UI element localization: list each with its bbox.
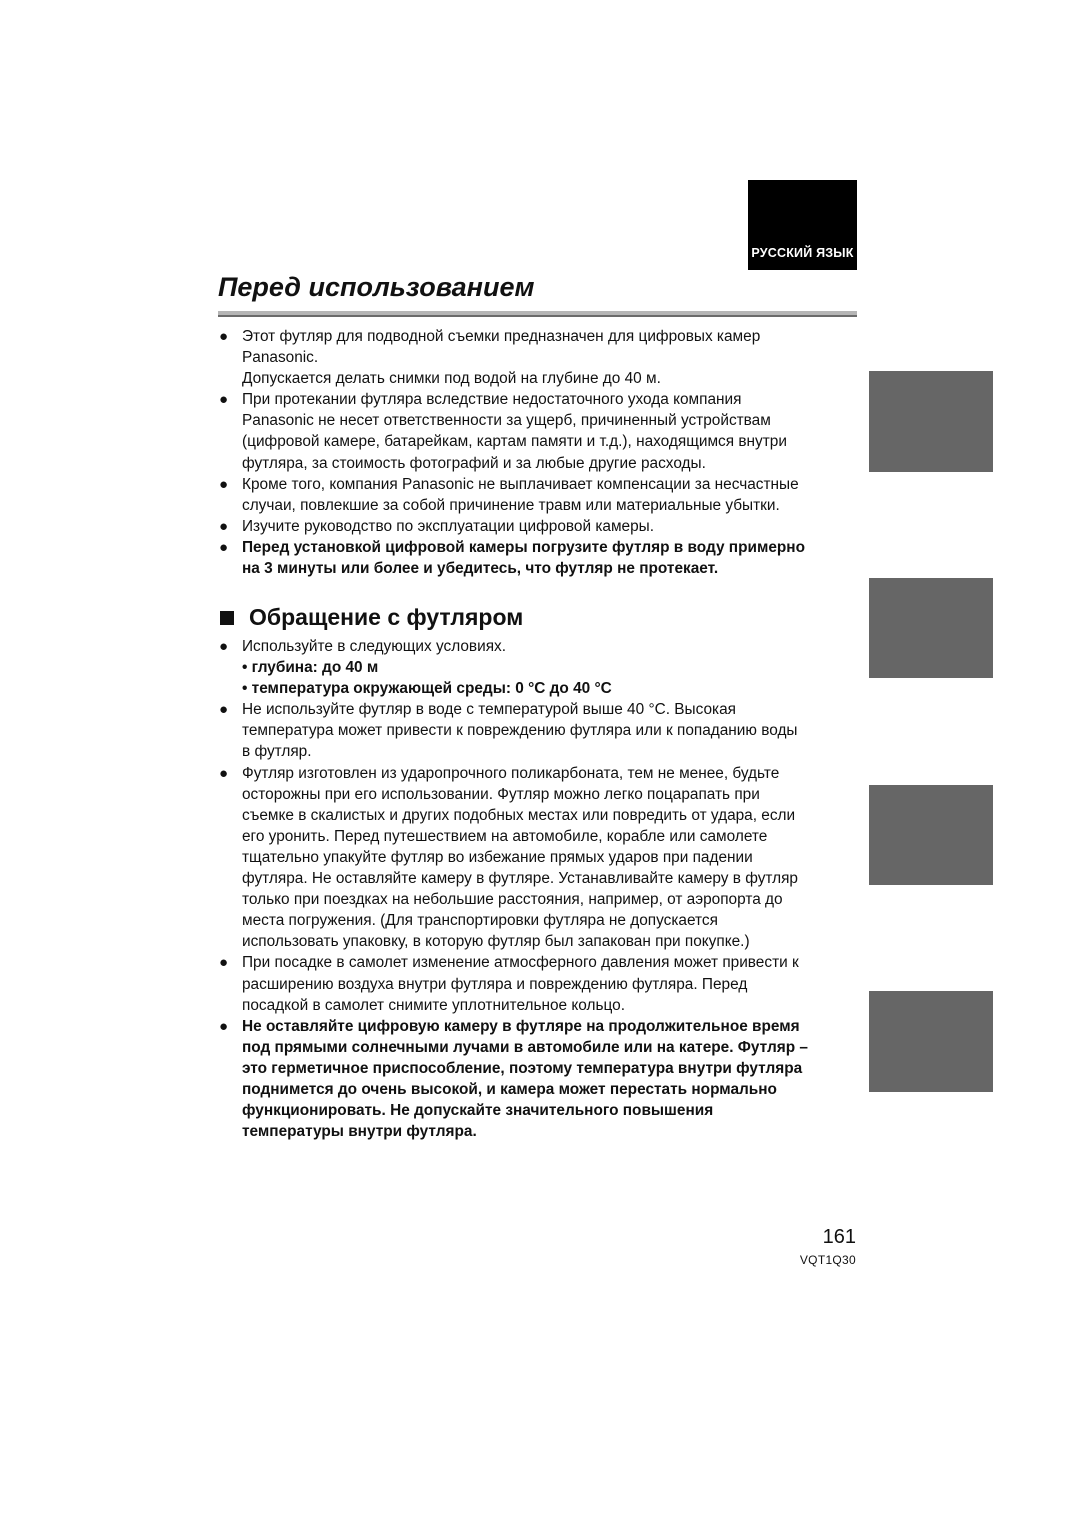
list-item-line: Допускается делать снимки под водой на глубине до 40 м. bbox=[242, 370, 661, 388]
list-item-warning bbox=[218, 1016, 858, 1143]
list-item-line: Не оставляйте цифровую камеру в футляре на продолжительное время bbox=[242, 1017, 800, 1035]
condition-depth: • глубина: до 40 м bbox=[242, 659, 379, 677]
list-item bbox=[218, 474, 858, 516]
list-item-line: Panasonic. bbox=[242, 349, 319, 367]
bullet-icon: ● bbox=[219, 538, 229, 556]
bullet-icon: ● bbox=[219, 954, 229, 972]
list-item-line: Panasonic не несет ответственности за ущерб, причиненный устройствам bbox=[242, 412, 771, 430]
list-item-line: Используйте в следующих условиях. bbox=[242, 638, 507, 655]
language-label: РУССКИЙ ЯЗЫК bbox=[751, 246, 854, 260]
list-item bbox=[218, 326, 858, 389]
bullet-icon: ● bbox=[219, 638, 229, 655]
document-code: VQT1Q30 bbox=[799, 1253, 856, 1267]
list-item-line: Этот футляр для подводной съемки предназначен для цифровых камер bbox=[242, 328, 761, 345]
list-item-line: температуры внутри футляра. bbox=[242, 1123, 477, 1141]
side-tab-4 bbox=[869, 991, 993, 1092]
list-item-line: использовать упаковку, в которую футляр был запакован при покупке.) bbox=[242, 933, 750, 951]
side-tab-2 bbox=[869, 578, 993, 678]
list-item-line: тщательно упакуйте футляр во избежание прямых ударов при падении bbox=[242, 848, 753, 866]
list-item-line: Перед установкой цифровой камеры погрузите футляр в воду примерно bbox=[242, 538, 805, 556]
list-item-line: посадкой в самолет снимите уплотнительное кольцо. bbox=[242, 996, 625, 1014]
list-item-line: функционировать. Не допускайте значительного повышения bbox=[242, 1102, 714, 1120]
language-label-box bbox=[748, 180, 857, 270]
bullet-icon: ● bbox=[219, 1017, 229, 1035]
list-item-line: в футляр. bbox=[242, 743, 312, 761]
list-item-line: Изучите руководство по эксплуатации цифровой камеры. bbox=[242, 517, 655, 535]
list-item-line: съемке в скалистых и других подобных местах или повредить от удара, если bbox=[242, 806, 796, 824]
list-item-line: осторожны при его использовании. Футляр можно легко поцарапать при bbox=[242, 785, 760, 803]
list-item bbox=[218, 952, 858, 1015]
bullet-icon: ● bbox=[219, 701, 229, 719]
bullet-icon: ● bbox=[219, 517, 229, 535]
section-heading-text: Обращение с футляром bbox=[249, 604, 524, 630]
list-item-line: Футляр изготовлен из ударопрочного поликарбоната, тем не менее, будьте bbox=[242, 764, 780, 782]
list-item-line: расширению воздуха внутри футляра и повреждению футляра. Перед bbox=[242, 975, 748, 993]
list-item-line: на 3 минуты или более и убедитесь, что футляр не протекает. bbox=[242, 560, 719, 578]
list-item-line: При посадке в самолет изменение атмосферного давления может привести к bbox=[242, 954, 799, 972]
list-item bbox=[218, 699, 858, 762]
bullet-icon: ● bbox=[219, 475, 229, 493]
list-item bbox=[218, 516, 858, 537]
list-item bbox=[218, 389, 858, 473]
condition-temperature: • температура окружающей среды: 0 °C до 40 °C bbox=[242, 680, 612, 698]
side-tab-1 bbox=[869, 371, 993, 472]
side-tab-3 bbox=[869, 785, 993, 885]
handling-section bbox=[218, 636, 858, 1142]
handling-list bbox=[218, 636, 858, 1142]
list-item-line: Кроме того, компания Panasonic не выплачивает компенсации за несчастные bbox=[242, 475, 799, 493]
list-item-line: (цифровой камере, батарейкам, картам памяти и т.д.), находящимся внутри bbox=[242, 433, 787, 451]
list-item-line: футляра. Не оставляйте камеру в футляре. Устанавливайте камеру в футляр bbox=[242, 870, 798, 888]
section-heading bbox=[218, 604, 523, 631]
title-underline bbox=[218, 311, 857, 317]
bullet-icon: ● bbox=[219, 391, 229, 409]
list-item-line: Не используйте футляр в воде с температурой выше 40 °C. Высокая bbox=[242, 701, 736, 719]
square-bullet-icon bbox=[220, 611, 234, 625]
list-item-line: под прямыми солнечными лучами в автомобиле или на катере. Футляр – bbox=[242, 1038, 808, 1056]
list-item bbox=[218, 763, 858, 953]
list-item-line: это герметичное приспособление, поэтому температура внутри футляра bbox=[242, 1059, 803, 1077]
list-item-line: его уронить. Перед путешествием на автомобиле, корабле или самолете bbox=[242, 827, 768, 845]
list-item-line: температура может привести к повреждению футляра или к попаданию воды bbox=[242, 722, 798, 740]
page-title: Перед использованием bbox=[218, 272, 535, 302]
page-number: 161 bbox=[822, 1226, 856, 1248]
list-item bbox=[218, 636, 858, 699]
list-item-line: При протекании футляра вследствие недостаточного ухода компания bbox=[242, 391, 742, 409]
intro-section bbox=[218, 326, 858, 579]
bullet-icon: ● bbox=[219, 764, 229, 782]
list-item-line: места погружения. (Для транспортировки футляра не допускается bbox=[242, 912, 718, 930]
list-item-line: случаи, повлекшие за собой причинение травм или материальные убытки. bbox=[242, 496, 780, 514]
list-item-line: только при поездках на небольшие расстояния, например, от аэропорта до bbox=[242, 891, 783, 909]
list-item-line: поднимется до очень высокой, и камера может перестать нормально bbox=[242, 1080, 777, 1098]
bullet-icon: ● bbox=[219, 328, 229, 345]
intro-list bbox=[218, 326, 858, 579]
list-item-warning bbox=[218, 537, 858, 579]
list-item-line: футляра, за стоимость фотографий и за любые другие расходы. bbox=[242, 454, 706, 472]
